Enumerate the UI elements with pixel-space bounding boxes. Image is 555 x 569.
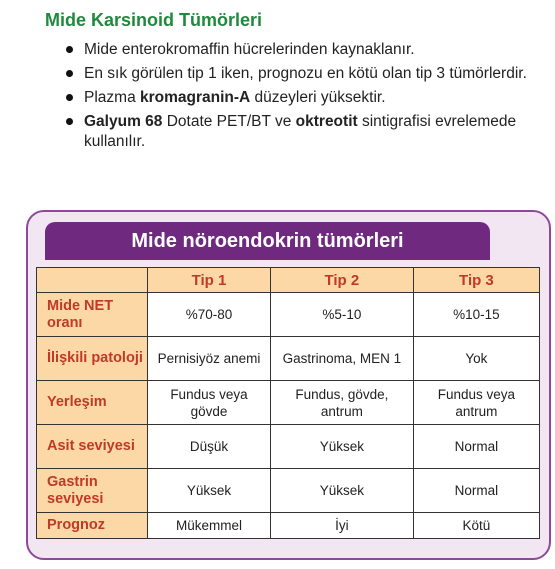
bullet-icon — [66, 118, 73, 125]
column-header: Tip 2 — [270, 268, 413, 293]
table-cell: Gastrinoma, MEN 1 — [270, 337, 413, 381]
table-cell: Normal — [413, 469, 539, 513]
column-header: Tip 1 — [148, 268, 271, 293]
table-cell: Normal — [413, 425, 539, 469]
table-cell: İyi — [270, 513, 413, 539]
bullet-text: sintigrafisi evrelemede kullanılır. — [84, 113, 517, 150]
bullet-text: Dotate PET/BT ve — [162, 113, 296, 130]
table-row — [37, 381, 540, 425]
bullet-text: Plazma — [84, 89, 140, 106]
row-header: Asit seviyesi — [37, 425, 148, 469]
table-row — [37, 513, 540, 539]
table-cell: Yok — [413, 337, 539, 381]
row-header: Gastrin seviyesi — [37, 469, 148, 513]
comparison-table — [36, 267, 540, 539]
table-header-row — [37, 268, 540, 293]
list-item — [62, 40, 547, 60]
corner-cell — [37, 268, 148, 293]
bullet-text: düzeyleri yüksektir. — [250, 89, 386, 106]
row-header: Yerleşim — [37, 381, 148, 425]
table-cell: %70-80 — [148, 293, 271, 337]
table-cell: Mükemmel — [148, 513, 271, 539]
row-header: Mide NET oranı — [37, 293, 148, 337]
table-row — [37, 469, 540, 513]
table-cell: Fundus veya gövde — [148, 381, 271, 425]
panel-title: Mide nöroendokrin tümörleri — [45, 222, 490, 260]
bullet-icon — [66, 70, 73, 77]
table-cell: Yüksek — [270, 469, 413, 513]
list-item — [62, 64, 547, 84]
table-row — [37, 293, 540, 337]
bullet-list — [62, 40, 547, 156]
row-header: İlişkili patoloji — [37, 337, 148, 381]
bullet-text: En sık görülen tip 1 iken, prognozu en kötü olan tip 3 tümörlerdir. — [84, 65, 527, 82]
table-cell: Pernisiyöz anemi — [148, 337, 271, 381]
bullet-bold-text: oktreotit — [295, 113, 358, 130]
table-cell: Fundus veya antrum — [413, 381, 539, 425]
column-header: Tip 3 — [413, 268, 539, 293]
table-row — [37, 337, 540, 381]
table-cell: %10-15 — [413, 293, 539, 337]
table-row — [37, 425, 540, 469]
list-item — [62, 112, 547, 152]
bullet-bold-text: kromagranin-A — [140, 89, 251, 106]
table-cell: Kötü — [413, 513, 539, 539]
bullet-bold-text: Galyum 68 — [84, 113, 163, 130]
page-title: Mide Karsinoid Tümörleri — [45, 10, 263, 30]
bullet-text: Mide enterokromaffin hücrelerinden kaynaklanır. — [84, 41, 415, 58]
table-cell: Düşük — [148, 425, 271, 469]
bullet-icon — [66, 94, 73, 101]
table-cell: Fundus, gövde, antrum — [270, 381, 413, 425]
table-cell: Yüksek — [270, 425, 413, 469]
row-header: Prognoz — [37, 513, 148, 539]
table-cell: Yüksek — [148, 469, 271, 513]
table-cell: %5-10 — [270, 293, 413, 337]
bullet-icon — [66, 46, 73, 53]
list-item — [62, 88, 547, 108]
